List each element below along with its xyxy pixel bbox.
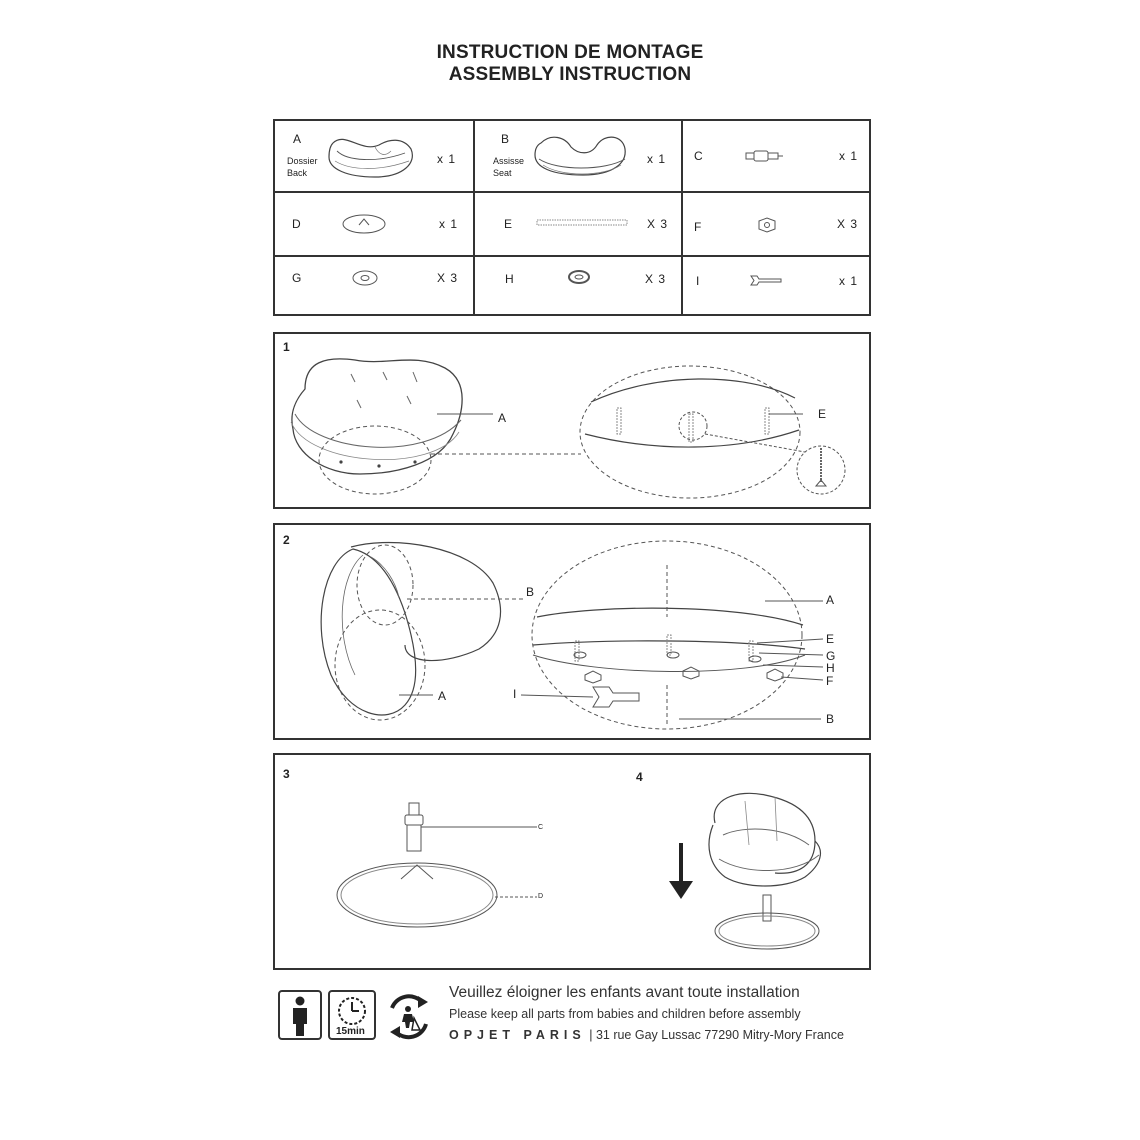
round-base-icon — [341, 213, 387, 235]
bolt-icon — [537, 219, 629, 227]
part-qty: x 1 — [839, 274, 859, 288]
part-qty: X 3 — [647, 217, 669, 231]
part-cell-c — [683, 121, 869, 193]
label-e: E — [818, 407, 827, 421]
part-letter: H — [505, 272, 514, 286]
part-cell-g — [275, 257, 475, 314]
part-qty: x 1 — [839, 149, 859, 163]
label-b-seat: B — [526, 585, 535, 599]
safety-notice-french: Veuillez éloigner les enfants avant toute installation — [449, 984, 800, 1001]
label-h: H — [826, 661, 835, 675]
part-name-fr: Dossier — [287, 156, 318, 166]
recycle-icon — [382, 990, 434, 1042]
label-i: I — [513, 687, 517, 701]
part-cell-d — [275, 193, 475, 257]
part-letter: B — [501, 132, 510, 146]
part-name-en: Seat — [493, 168, 512, 178]
flat-washer-icon — [351, 269, 379, 287]
company-info — [449, 1028, 844, 1042]
part-cell-h — [475, 257, 683, 314]
part-qty: x 1 — [437, 152, 457, 166]
chair-back-part-icon — [325, 131, 415, 179]
step-number: 1 — [283, 340, 290, 354]
clock-15min-icon — [328, 990, 376, 1040]
company-address: | 31 rue Gay Lussac 77290 Mitry-Mory France — [589, 1028, 844, 1042]
clock-label: 15min — [336, 1026, 365, 1037]
label-a-side: A — [438, 689, 447, 703]
title-french: INSTRUCTION DE MONTAGE — [436, 42, 704, 63]
parts-table — [273, 119, 871, 316]
gas-lift-cylinder-icon — [745, 148, 785, 164]
step-3-4-illustration — [275, 755, 873, 972]
label-e: E — [826, 632, 835, 646]
part-letter: C — [694, 149, 703, 163]
step-2-panel — [273, 523, 871, 740]
step-number: 2 — [283, 533, 290, 547]
label-c: C — [538, 824, 544, 831]
step-number-4: 4 — [636, 770, 643, 784]
label-a-back: A — [826, 593, 835, 607]
part-letter: D — [292, 217, 301, 231]
nut-icon — [757, 217, 777, 233]
brand-name: OPJET PARIS — [449, 1028, 586, 1042]
part-letter: G — [292, 271, 302, 285]
step-number-3: 3 — [283, 767, 290, 781]
part-cell-a — [275, 121, 475, 193]
spring-washer-icon — [567, 269, 591, 285]
part-letter: F — [694, 220, 702, 234]
one-person-icon — [278, 990, 322, 1040]
part-name-en: Back — [287, 168, 308, 178]
label-b-bottom: B — [826, 712, 835, 726]
part-letter: I — [696, 274, 700, 288]
part-qty: X 3 — [837, 217, 859, 231]
chair-seat-part-icon — [531, 129, 631, 181]
label-d: D — [538, 893, 544, 900]
label-a: A — [498, 411, 507, 425]
safety-notice-english: Please keep all parts from babies and children before assembly — [449, 1007, 801, 1021]
part-cell-i — [683, 257, 869, 314]
part-qty: X 3 — [645, 272, 667, 286]
part-cell-f — [683, 193, 869, 257]
part-cell-e — [475, 193, 683, 257]
part-letter: E — [504, 217, 513, 231]
part-qty: x 1 — [647, 152, 667, 166]
title-english: ASSEMBLY INSTRUCTION — [448, 64, 692, 85]
part-letter: A — [293, 132, 302, 146]
part-cell-b — [475, 121, 683, 193]
step-3-4-panel — [273, 753, 871, 970]
step-1-illustration — [275, 334, 873, 511]
wrench-icon — [749, 273, 783, 287]
part-qty: x 1 — [439, 217, 459, 231]
label-f: F — [826, 674, 834, 688]
part-qty: X 3 — [437, 271, 459, 285]
step-1-panel — [273, 332, 871, 509]
label-g: G — [826, 649, 836, 663]
part-name-fr: Assisse — [493, 156, 525, 166]
step-2-illustration — [275, 525, 873, 742]
